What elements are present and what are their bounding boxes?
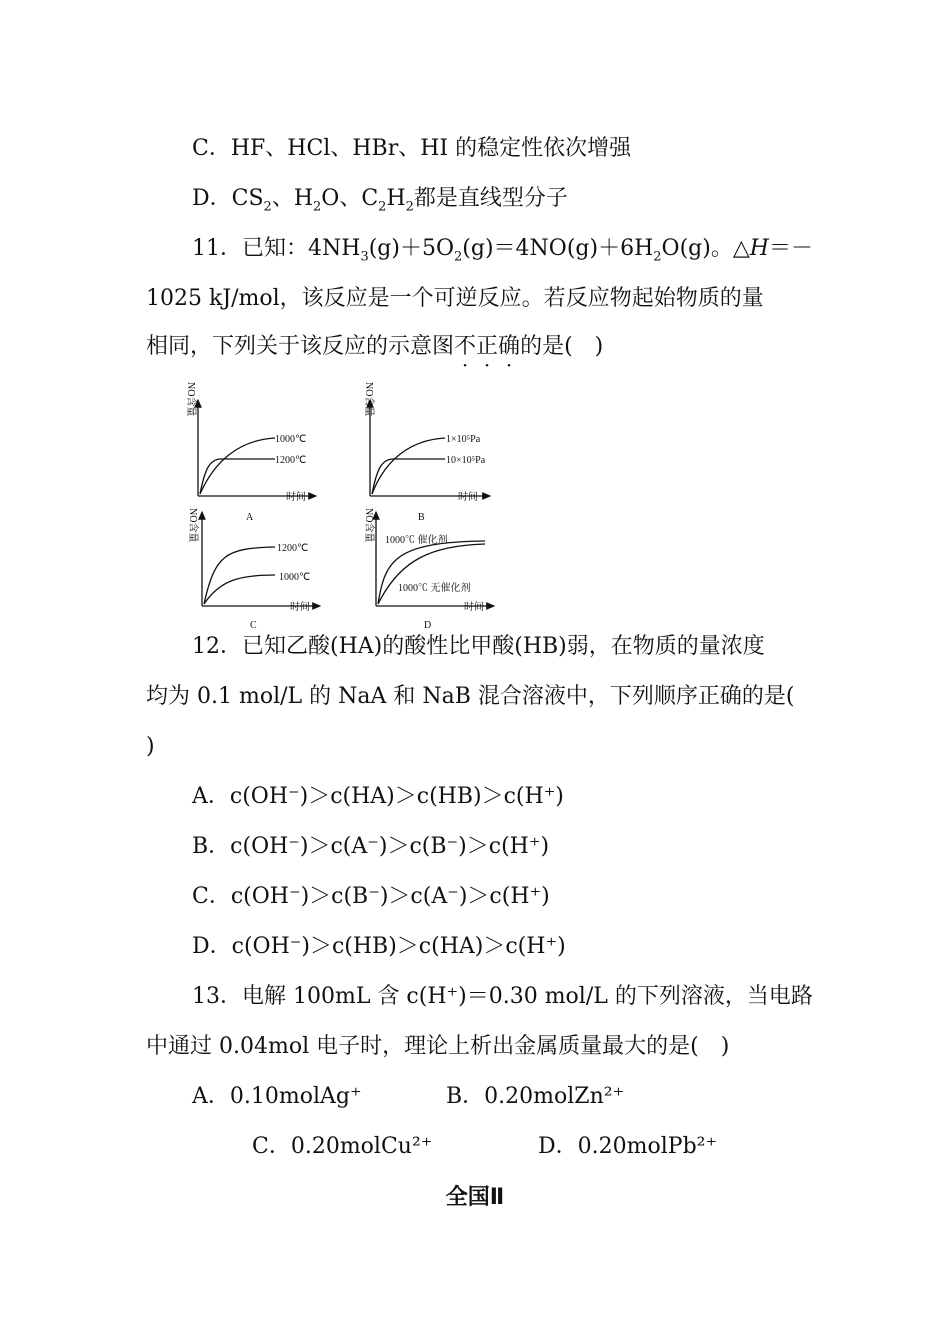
option-d-q12: D．c(OH⁻)＞c(HB)＞c(HA)＞c(H⁺) [192,934,566,959]
panel-a-letter: A [246,512,254,523]
panel-b-curve-10e5 [372,459,445,494]
option-a-q12: A．c(OH⁻)＞c(HA)＞c(HB)＞c(H⁺) [192,784,564,809]
panel-b-curve-1e5 [372,438,445,494]
question-11-line-1: 11．已知：$4NH_3(g)+5O_2(g)=4NO(g)+6H_2O(g)$。△H＝－ [192,236,813,265]
panel-c-label-1000: 1000℃ [279,572,311,583]
option-c-q10: C．HF、HCl、HBr、HI 的稳定性依次增强 [192,136,632,161]
question-12-line-1: 12．已知乙酸(HA)的酸性比甲酸(HB)弱，在物质的量浓度 [192,634,765,659]
reaction-diagram [180,370,520,635]
question-11-line-2: 1025 kJ/mol，该反应是一个可逆反应。若反应物起始物质的量 [146,286,764,311]
panel-a-label-1000: 1000℃ [275,434,307,445]
question-11-line-3: 相同，下列关于该反应的示意图不正确的是( ) [146,334,604,359]
question-12-line-2: 均为 0.1 mol/L 的 NaA 和 NaB 混合溶液中，下列顺序正确的是( [146,684,795,709]
panel-d-y-label: NO含量 [363,508,374,543]
panel-b-label-10e5: 10×10⁵Pa [446,455,486,466]
panel-c-y-label: NO含量 [187,508,198,543]
section-title: 全国Ⅱ [445,1185,505,1210]
panel-c-letter: C [250,620,257,631]
question-13-line-1: 13．电解 100mL 含 c(H⁺)＝0.30 mol/L 的下列溶液，当电路 [192,984,813,1009]
question-12-line-3: ) [146,734,155,759]
option-d-q13: D．0.20molPb²⁺ [538,1134,718,1159]
panel-d-label-catalyst: 1000℃ 催化剂 [385,535,448,546]
panel-b-letter: B [418,512,425,523]
panel-d-label-no-catalyst: 1000℃ 无催化剂 [398,583,471,594]
option-b-q13: B．0.20molZn²⁺ [446,1084,625,1109]
question-13-line-2: 中通过 0.04mol 电子时，理论上析出金属质量最大的是( ) [146,1034,730,1059]
option-c-q13: C．0.20molCu²⁺ [252,1134,433,1159]
option-a-q13: A．0.10molAg⁺ [192,1084,362,1109]
panel-d-x-label: 时间 [464,602,484,613]
panel-c-curve-1000 [204,575,275,604]
panel-b-x-label: 时间 [458,492,478,503]
panel-d-curve-catalyst [378,541,485,604]
panel-d-curve-no-catalyst [378,544,485,604]
option-b-q12: B．c(OH⁻)＞c(A⁻)＞c(B⁻)＞c(H⁺) [192,834,550,859]
panel-b-y-label: NO含量 [363,382,374,417]
panel-a-y-label: NO含量 [185,382,196,417]
panel-a-curve-1000 [200,438,275,494]
panel-c-label-1200: 1200℃ [277,543,309,554]
panel-a-x-label: 时间 [286,492,306,503]
panel-a-curve-1200 [200,459,275,494]
option-c-q12: C．c(OH⁻)＞c(B⁻)＞c(A⁻)＞c(H⁺) [192,884,550,909]
panel-c-x-label: 时间 [290,602,310,613]
panel-b-label-1e5: 1×10⁵Pa [446,434,481,445]
panel-d-letter: D [424,620,432,631]
option-d-q10: D．$CS_2$、$H_2O$、$C_2H_2$都是直线型分子 [192,186,568,215]
panel-a-label-1200: 1200℃ [275,455,307,466]
